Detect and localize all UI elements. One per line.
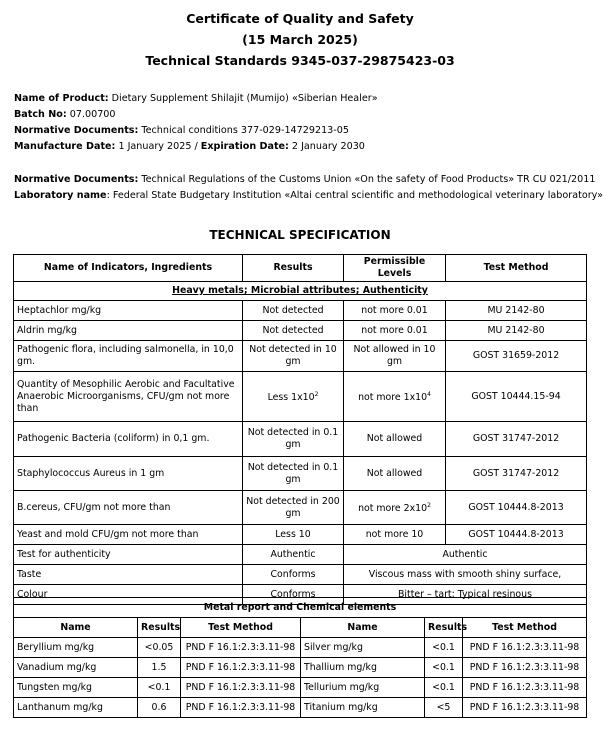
normative2-label: Normative Documents: bbox=[14, 174, 139, 185]
dates-line bbox=[14, 141, 365, 152]
indicator-level bbox=[344, 372, 446, 422]
metal-header-row bbox=[14, 618, 587, 638]
indicator-method: GOST 10444.8-2013 bbox=[446, 525, 587, 545]
indicator-result: Not detected in 0.1 gm bbox=[243, 457, 344, 491]
metal-name: Titanium mg/kg bbox=[301, 698, 425, 718]
header-method: Test Method bbox=[446, 255, 587, 282]
indicator-level: not more 0.01 bbox=[344, 321, 446, 341]
section-row bbox=[14, 282, 587, 301]
indicator-method: GOST 10444.8-2013 bbox=[446, 491, 587, 525]
indicator-result: Authentic bbox=[243, 545, 344, 565]
indicator-name: Pathogenic Bacteria (coliform) in 0,1 gm. bbox=[14, 422, 243, 457]
metal-method: PND F 16.1:2.3:3.11-98 bbox=[181, 698, 301, 718]
indicator-name: B.cereus, CFU/gm not more than bbox=[14, 491, 243, 525]
spec-table bbox=[13, 254, 587, 605]
indicator-result: Conforms bbox=[243, 585, 344, 605]
indicator-name: Test for authenticity bbox=[14, 545, 243, 565]
table-row bbox=[14, 525, 587, 545]
indicator-name: Colour bbox=[14, 585, 243, 605]
indicator-method: GOST 10444.15-94 bbox=[446, 372, 587, 422]
indicator-name: Taste bbox=[14, 565, 243, 585]
indicator-level: Not allowed bbox=[344, 422, 446, 457]
indicator-result: Not detected in 10 gm bbox=[243, 341, 344, 372]
table-row bbox=[14, 565, 587, 585]
metal-name: Vanadium mg/kg bbox=[14, 658, 138, 678]
metal-header-name: Name bbox=[301, 618, 425, 638]
header-results: Results bbox=[243, 255, 344, 282]
normative-documents-2-line bbox=[14, 174, 595, 185]
laboratory-line bbox=[14, 190, 603, 201]
batch-label: Batch No: bbox=[14, 109, 67, 120]
indicator-level: Not allowed bbox=[344, 457, 446, 491]
metal-method: PND F 16.1:2.3:3.11-98 bbox=[463, 638, 587, 658]
indicator-result: Not detected in 200 gm bbox=[243, 491, 344, 525]
product-name-line bbox=[14, 93, 378, 104]
indicator-result: Not detected bbox=[243, 321, 344, 341]
lab-value: : Federal State Budgetary Institution «Altai central scientific and methodological veterinary laboratory» bbox=[106, 190, 603, 201]
indicator-name: Yeast and mold CFU/gm not more than bbox=[14, 525, 243, 545]
table-row bbox=[14, 491, 587, 525]
manufacture-value: 1 January 2025 / bbox=[115, 141, 201, 152]
level-exponent: 4 bbox=[427, 390, 431, 398]
metal-method: PND F 16.1:2.3:3.11-98 bbox=[463, 698, 587, 718]
metal-header-results: Results bbox=[425, 618, 463, 638]
metal-name: Tungsten mg/kg bbox=[14, 678, 138, 698]
indicator-level bbox=[344, 491, 446, 525]
indicator-method: MU 2142-80 bbox=[446, 321, 587, 341]
level-base: not more 2x10 bbox=[358, 503, 428, 515]
indicator-name: Quantity of Mesophilic Aerobic and Facultative Anaerobic Microorganisms, CFU/gm not more than bbox=[14, 372, 243, 422]
metal-method: PND F 16.1:2.3:3.11-98 bbox=[463, 678, 587, 698]
table-row bbox=[14, 422, 587, 457]
metal-result: <5 bbox=[425, 698, 463, 718]
metal-title-row bbox=[14, 598, 587, 618]
metal-name: Silver mg/kg bbox=[301, 638, 425, 658]
header-indicator: Name of Indicators, Ingredients bbox=[14, 255, 243, 282]
indicator-result: Not detected in 0.1 gm bbox=[243, 422, 344, 457]
metal-header-method: Test Method bbox=[181, 618, 301, 638]
metal-header-results: Results bbox=[138, 618, 181, 638]
indicator-method: GOST 31747-2012 bbox=[446, 457, 587, 491]
indicator-level: not more 0.01 bbox=[344, 301, 446, 321]
indicator-result: Conforms bbox=[243, 565, 344, 585]
indicator-name: Staphylococcus Aureus in 1 gm bbox=[14, 457, 243, 491]
table-row bbox=[14, 545, 587, 565]
table-row bbox=[14, 698, 587, 718]
expiration-label: Expiration Date: bbox=[200, 141, 289, 152]
metal-method: PND F 16.1:2.3:3.11-98 bbox=[181, 678, 301, 698]
expiration-value: 2 January 2030 bbox=[288, 141, 365, 152]
metal-report-title: Metal report and Chemical elements bbox=[14, 598, 587, 618]
indicator-name: Aldrin mg/kg bbox=[14, 321, 243, 341]
table-row bbox=[14, 457, 587, 491]
normative2-value: Technical Regulations of the Customs Union «On the safety of Food Products» TR CU 021/2011 bbox=[138, 174, 596, 185]
metal-method: PND F 16.1:2.3:3.11-98 bbox=[181, 638, 301, 658]
normative-documents-line bbox=[14, 125, 349, 136]
metal-name: Tellurium mg/kg bbox=[301, 678, 425, 698]
indicator-level: Not allowed in 10 gm bbox=[344, 341, 446, 372]
metal-name: Thallium mg/kg bbox=[301, 658, 425, 678]
manufacture-label: Manufacture Date: bbox=[14, 141, 116, 152]
metal-result: 1.5 bbox=[138, 658, 181, 678]
metal-result: <0.1 bbox=[425, 658, 463, 678]
result-exponent: 2 bbox=[314, 390, 319, 398]
level-exponent: 2 bbox=[427, 501, 431, 509]
metal-header-name: Name bbox=[14, 618, 138, 638]
spec-title: TECHNICAL SPECIFICATION bbox=[209, 228, 391, 242]
product-name-label: Name of Product: bbox=[14, 93, 109, 104]
indicator-value: Bitter – tart; Typical resinous bbox=[344, 585, 587, 605]
lab-label: Laboratory name bbox=[14, 190, 107, 201]
metal-name: Beryllium mg/kg bbox=[14, 638, 138, 658]
normative-value: Technical conditions 377-029-14729213-05 bbox=[138, 125, 349, 136]
indicator-method: GOST 31659-2012 bbox=[446, 341, 587, 372]
table-row bbox=[14, 372, 587, 422]
table-row bbox=[14, 321, 587, 341]
metal-result: 0.6 bbox=[138, 698, 181, 718]
metal-method: PND F 16.1:2.3:3.11-98 bbox=[181, 658, 301, 678]
indicator-value: Viscous mass with smooth shiny surface, bbox=[344, 565, 587, 585]
result-base: Less 1x10 bbox=[267, 392, 315, 404]
technical-standards: Technical Standards 9345-037-29875423-03 bbox=[145, 53, 455, 68]
metal-result: <0.1 bbox=[425, 638, 463, 658]
level-base: not more 1x10 bbox=[358, 392, 428, 404]
indicator-result: Not detected bbox=[243, 301, 344, 321]
table-row bbox=[14, 638, 587, 658]
indicator-name: Heptachlor mg/kg bbox=[14, 301, 243, 321]
metal-result: <0.1 bbox=[138, 678, 181, 698]
table-row bbox=[14, 301, 587, 321]
certificate-date: (15 March 2025) bbox=[242, 32, 358, 47]
indicator-method: MU 2142-80 bbox=[446, 301, 587, 321]
table-row bbox=[14, 678, 587, 698]
indicator-result: Less 10 bbox=[243, 525, 344, 545]
indicator-level: not more 10 bbox=[344, 525, 446, 545]
metal-report-table bbox=[13, 597, 587, 718]
product-name-value: Dietary Supplement Shilajit (Mumijo) «Siberian Healer» bbox=[108, 93, 378, 104]
metal-name: Lanthanum mg/kg bbox=[14, 698, 138, 718]
table-row bbox=[14, 658, 587, 678]
indicator-result bbox=[243, 372, 344, 422]
spec-header-row bbox=[14, 255, 587, 282]
normative-label: Normative Documents: bbox=[14, 125, 139, 136]
indicator-name: Pathogenic flora, including salmonella, in 10,0 gm. bbox=[14, 341, 243, 372]
metal-result: <0.05 bbox=[138, 638, 181, 658]
header-levels: Permissible Levels bbox=[344, 255, 446, 282]
metal-result: <0.1 bbox=[425, 678, 463, 698]
section-heavy-metals: Heavy metals; Microbial attributes; Authenticity bbox=[14, 282, 587, 301]
table-row bbox=[14, 341, 587, 372]
indicator-method: GOST 31747-2012 bbox=[446, 422, 587, 457]
batch-line bbox=[14, 109, 116, 120]
metal-method: PND F 16.1:2.3:3.11-98 bbox=[463, 658, 587, 678]
certificate-title: Certificate of Quality and Safety bbox=[186, 11, 414, 26]
metal-header-method: Test Method bbox=[463, 618, 587, 638]
batch-value: 07.00700 bbox=[66, 109, 116, 120]
indicator-value: Authentic bbox=[344, 545, 587, 565]
